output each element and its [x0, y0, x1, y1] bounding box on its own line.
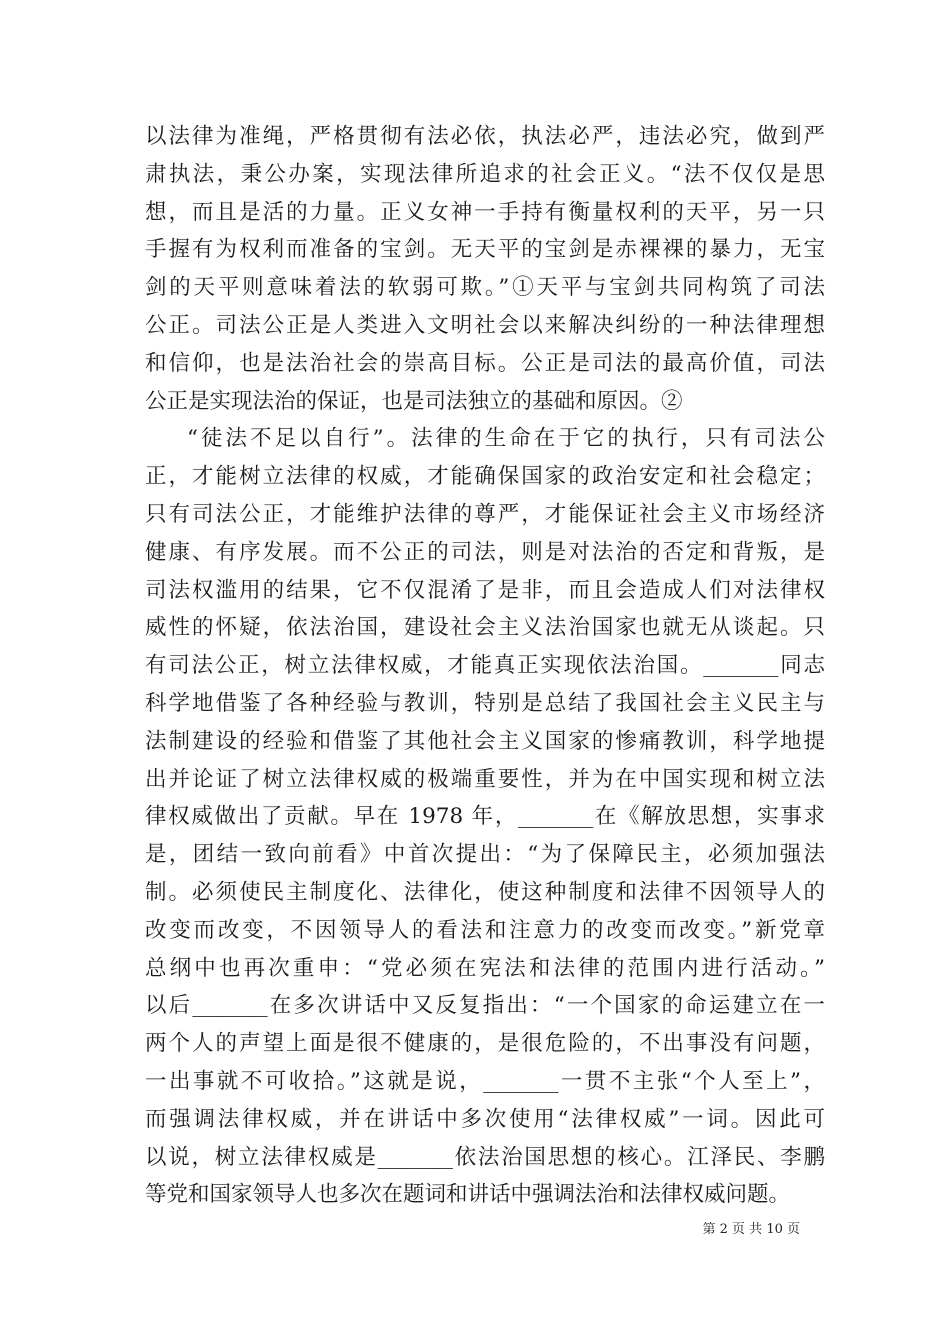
page-number: 第 2 页 共 10 页	[702, 1222, 800, 1237]
text-line: 改变而改变，不因领导人的看法和注意力的改变而改变。”新党章	[145, 917, 825, 943]
text-line: 两个人的声望上面是很不健康的，是很危险的，不出事没有问题，	[145, 1031, 825, 1057]
body-text	[145, 118, 825, 1214]
text-line: 手握有为权利而准备的宝剑。无天平的宝剑是赤裸裸的暴力，无宝	[145, 237, 825, 263]
text-line: 制。必须使民主制度化、法律化，使这种制度和法律不因领导人的	[145, 879, 825, 905]
text-line: 想，而且是活的力量。正义女神一手持有衡量权利的天平，另一只	[145, 199, 825, 225]
text-line: 一出事就不可收拾。”这就是说，_______一贯不主张“个人至上”，	[145, 1068, 825, 1094]
text-line: 总纲中也再次重申：“党必须在宪法和法律的范围内进行活动。”	[145, 955, 825, 981]
text-line: 律权威做出了贡献。早在 1978 年，_______在《解放思想，实事求	[145, 804, 825, 830]
text-line: 健康、有序发展。而不公正的司法，则是对法治的否定和背叛，是	[145, 539, 825, 565]
text-line: 以法律为准绳，严格贯彻有法必依，执法必严，违法必究，做到严	[145, 124, 825, 149]
text-line: 是，团结一致向前看》中首次提出：“为了保障民主，必须加强法	[145, 842, 825, 868]
text-line: 正，才能树立法律的权威，才能确保国家的政治安定和社会稳定；	[145, 464, 825, 490]
text-line: 科学地借鉴了各种经验与教训，特别是总结了我国社会主义民主与	[145, 690, 825, 716]
text-line: 有司法公正，树立法律权威，才能真正实现依法治国。_______同志	[145, 653, 825, 679]
text-line: 出并论证了树立法律权威的极端重要性，并为在中国实现和树立法	[145, 766, 825, 792]
text-line: 剑的天平则意味着法的软弱可欺。”①天平与宝剑共同构筑了司法	[145, 275, 825, 301]
text-line: 只有司法公正，才能维护法律的尊严，才能保证社会主义市场经济	[145, 501, 825, 527]
text-line: 等党和国家领导人也多次在题词和讲话中强调法治和法律权威问题。	[145, 1182, 791, 1208]
text-line: 威性的怀疑，依法治国，建设社会主义法治国家也就无从谈起。只	[145, 615, 825, 641]
text-line: 以说，树立法律权威是_______依法治国思想的核心。江泽民、李鹏	[145, 1144, 825, 1170]
text-line: 法制建设的经验和借鉴了其他社会主义国家的惨痛教训，科学地提	[145, 728, 825, 754]
text-line: 以后_______在多次讲话中又反复指出：“一个国家的命运建立在一	[145, 993, 825, 1019]
text-line: 肃执法，秉公办案，实现法律所追求的社会正义。“法不仅仅是思	[145, 161, 825, 187]
text-line: 司法权滥用的结果，它不仅混淆了是非，而且会造成人们对法律权	[145, 577, 825, 603]
text-line: 和信仰，也是法治社会的崇高目标。公正是司法的最高价值，司法	[145, 350, 825, 376]
text-line: “徒法不足以自行”。法律的生命在于它的执行，只有司法公	[187, 426, 825, 452]
text-line: 公正。司法公正是人类进入文明社会以来解决纠纷的一种法律理想	[145, 312, 825, 338]
text-line: 而强调法律权威，并在讲话中多次使用“法律权威”一词。因此可	[145, 1106, 825, 1132]
text-line: 公正是实现法治的保证，也是司法独立的基础和原因。②	[145, 388, 683, 414]
